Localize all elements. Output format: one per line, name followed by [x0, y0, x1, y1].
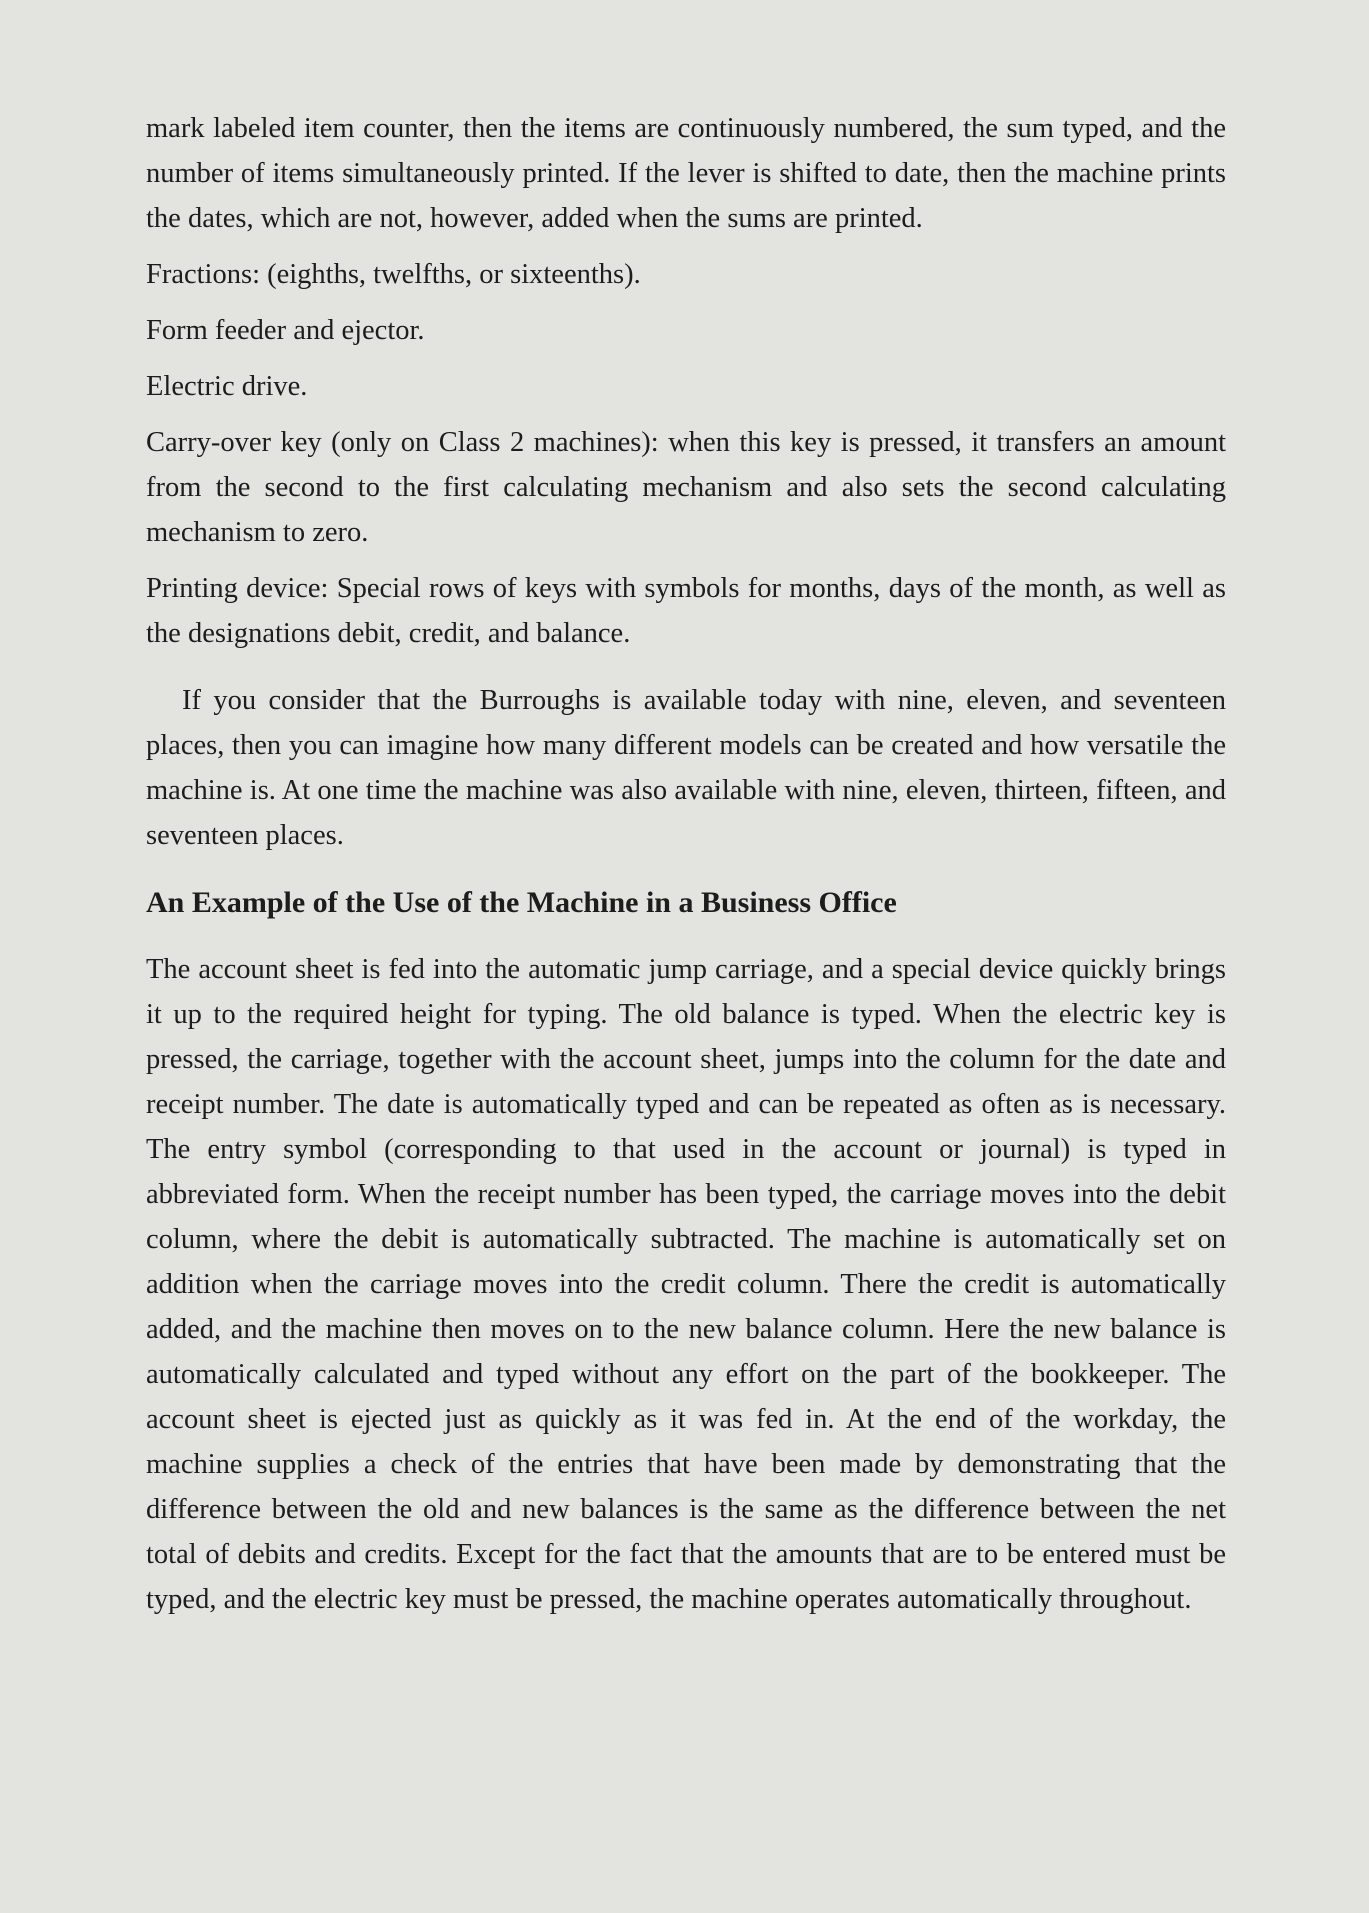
paragraph-form-feeder: Form feeder and ejector. [146, 315, 425, 346]
section-heading: An Example of the Use of the Machine in a Business Office [146, 886, 897, 919]
paragraph-business-example: The account sheet is fed into the automatic jump carriage, and a special device quickly brings it up to the required height for typing. The old balance is typed. When the electric key is pressed, the carriage, together with the account sheet, jumps into the column for the date and receipt number. The date is automatically typed and can be repeated as often as is necessary. The entry symbol (corresponding to that used in the account or journal) is typed in abbreviated form. When the receipt number has been typed, the carriage moves into the debit column, where the debit is automatically subtracted. The machine is automatically set on addition when the carriage moves into the credit column. There the credit is automatically added, and the machine then moves on to the new balance column. Here the new balance is automatically calculated and typed without any effort on the part of the bookkeeper. The account sheet is ejected just as quickly as it was fed in. At the end of the workday, the machine supplies a check of the entries that have been made by demonstrating that the difference between the old and new balances is the same as the difference between the net total of debits and credits. Except for the fact that the amounts that are to be entered must be typed, and the electric key must be pressed, the machine operates automatically throughout. [146, 954, 1226, 1615]
paragraph-carry-over-key: Carry-over key (only on Class 2 machines): when this key is pressed, it transfers an amount from the second to the first calculating mechanism and also sets the second calculating mechanism to zero. [146, 427, 1226, 548]
paragraph-burroughs-models: If you consider that the Burroughs is available today with nine, eleven, and seventeen places, then you can imagine how many different models can be created and how versatile the machine is. At one time the machine was also available with nine, eleven, thirteen, fifteen, and seventeen places. [146, 685, 1226, 851]
paragraph-fractions: Fractions: (eighths, twelfths, or sixteenths). [146, 259, 641, 290]
document-page [146, 106, 1226, 1622]
paragraph-electric-drive: Electric drive. [146, 371, 308, 402]
paragraph-printing-device: Printing device: Special rows of keys with symbols for months, days of the month, as well as the designations debit, credit, and balance. [146, 573, 1226, 649]
paragraph-item-counter: mark labeled item counter, then the items are continuously numbered, the sum typed, and the number of items simultaneously printed. If the lever is shifted to date, then the machine prints the dates, which are not, however, added when the sums are printed. [146, 113, 1226, 234]
